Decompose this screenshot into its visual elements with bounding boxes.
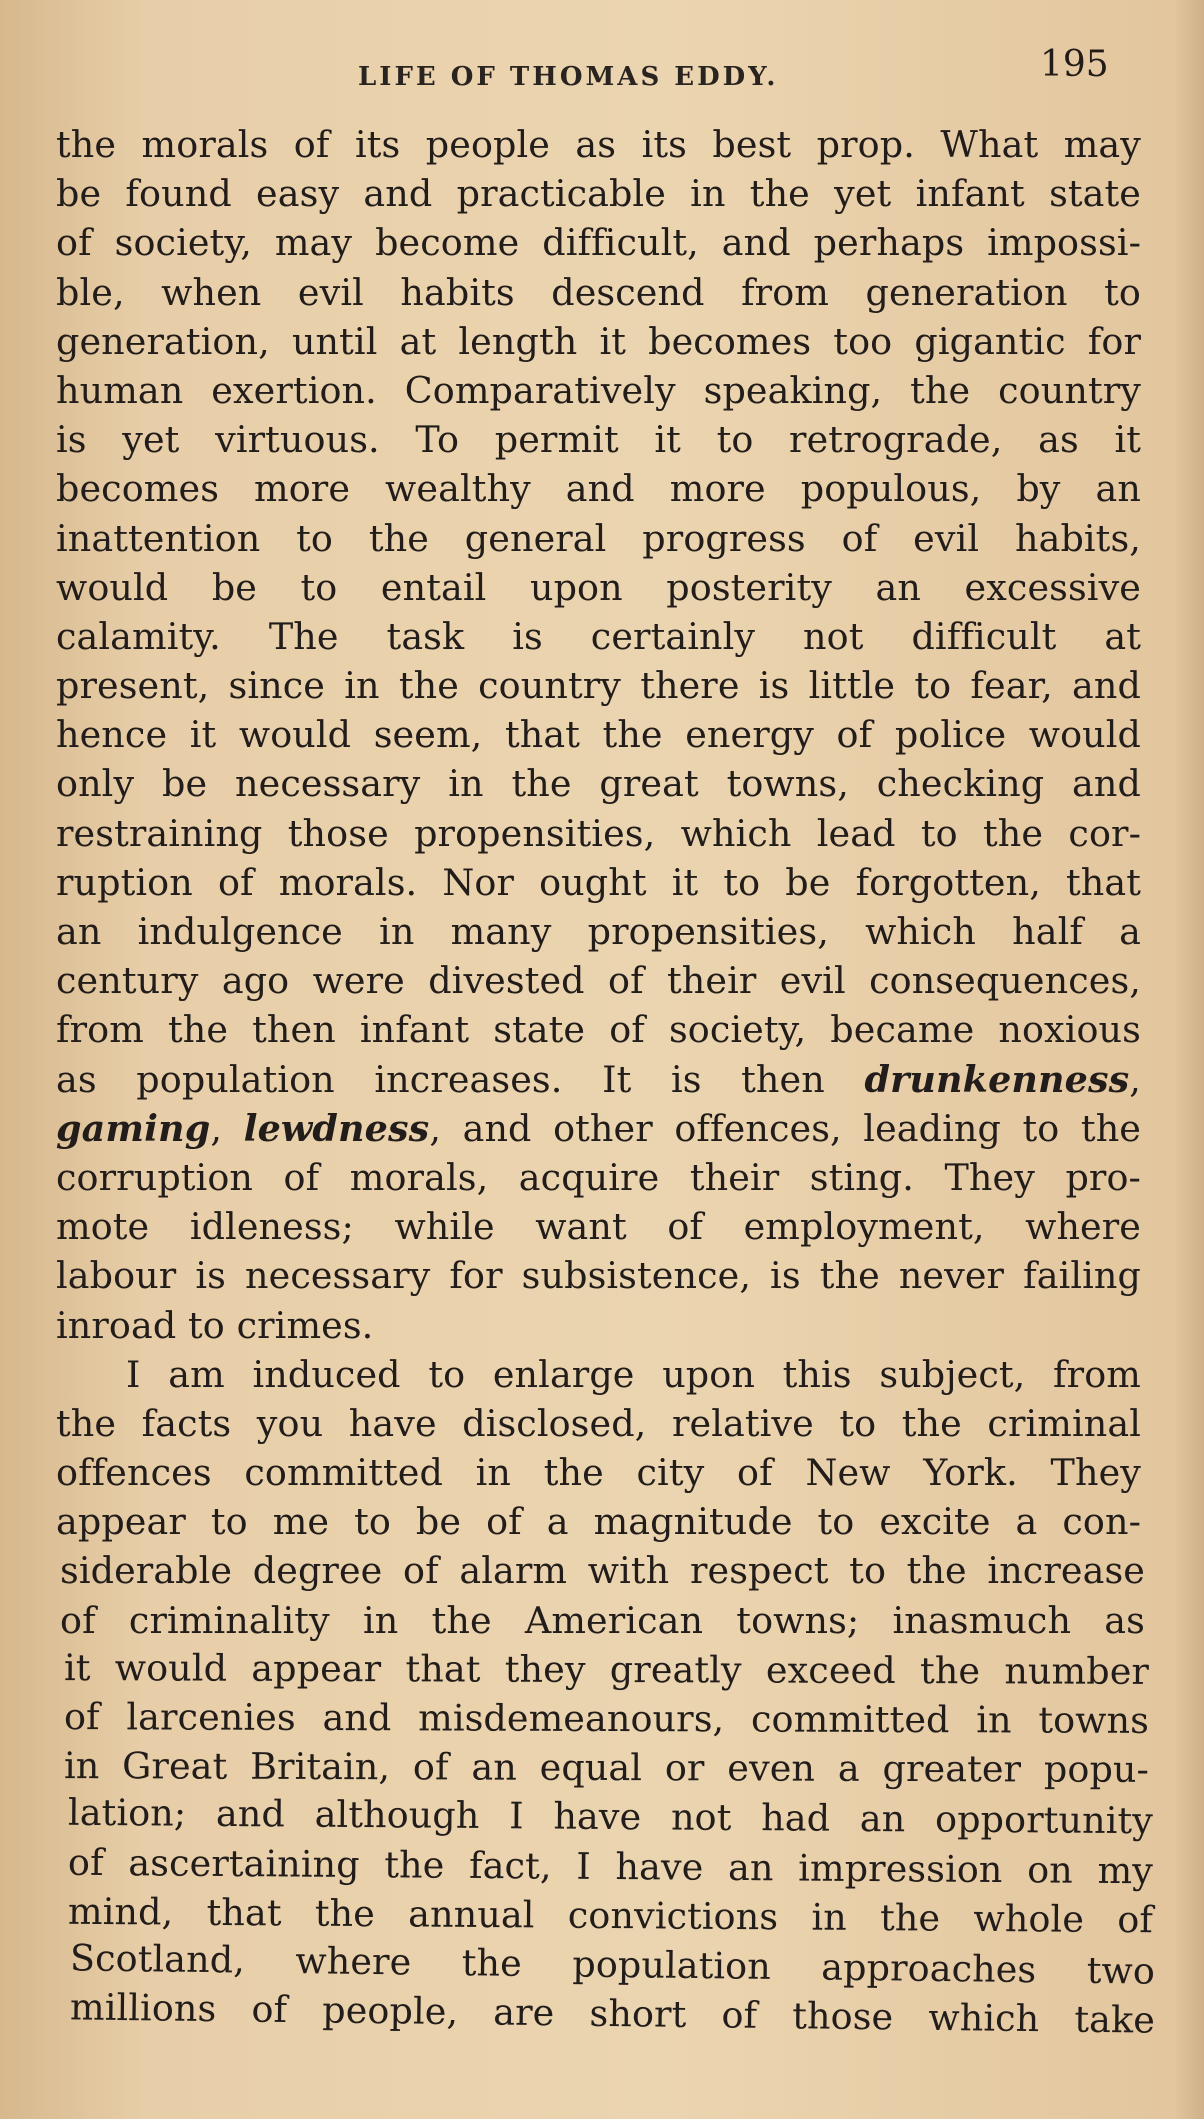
- text-line: generation, until at length it becomes too gigantic for: [56, 319, 1141, 363]
- text-line: the facts you have disclosed, relative to the criminal: [56, 1401, 1141, 1445]
- text-line: of society, may become difficult, and perhaps impossi-: [56, 221, 1141, 265]
- text-line: restraining those propensities, which lead to the cor-: [56, 811, 1141, 855]
- text-line: ble, when evil habits descend from generation to: [56, 270, 1141, 314]
- page-edge-shadow: [1174, 0, 1204, 2119]
- text-line: century ago were divested of their evil consequences,: [56, 959, 1141, 1003]
- body-text: [56, 120, 1156, 2042]
- text-line: inroad to crimes.: [56, 1303, 374, 1347]
- italic-word: drunkenness: [864, 1057, 1130, 1101]
- text-line: appear to me to be of a magnitude to excite a con-: [56, 1500, 1141, 1544]
- text-line: [56, 1104, 1141, 1153]
- text-line: millions of people, are short of those which take: [69, 1985, 1156, 2042]
- text-line: of larcenies and misdemeanours, committed in towns: [63, 1695, 1150, 1742]
- text-line: in Great Britain, of an equal or even a greater popu-: [63, 1744, 1150, 1792]
- text-line: human exertion. Comparatively speaking, the country: [56, 368, 1141, 412]
- running-head: LIFE OF THOMAS EDDY.: [358, 62, 779, 92]
- text-line: an indulgence in many propensities, which half a: [56, 910, 1141, 953]
- italic-word: gaming: [56, 1106, 211, 1150]
- text-line: lation; and although I have not had an opportunity: [67, 1791, 1154, 1843]
- text-line: ruption of morals. Nor ought it to be forgotten, that: [56, 860, 1141, 904]
- text-line: from the then infant state of society, became noxious: [56, 1008, 1141, 1052]
- text-line: the morals of its people as its best prop. What may: [56, 123, 1141, 166]
- italic-word: lewdness: [243, 1106, 430, 1150]
- text-line: is yet virtuous. To permit it to retrograde, as it: [56, 418, 1141, 462]
- text-line: mind, that the annual convictions in the whole of: [67, 1889, 1154, 1942]
- text-line: becomes more wealthy and more populous, by an: [56, 467, 1141, 511]
- text-line: mote idleness; while want of employment, where: [56, 1205, 1141, 1249]
- text-run: as population increases. It is then: [56, 1057, 865, 1101]
- text-line: offences committed in the city of New York. They: [56, 1451, 1141, 1495]
- text-line: of criminality in the American towns; inasmuch as: [60, 1598, 1145, 1642]
- text-line: calamity. The task is certainly not difficult at: [56, 614, 1141, 658]
- text-line: corruption of morals, acquire their sting. They pro-: [56, 1155, 1141, 1199]
- text-line: it would appear that they greatly exceed the number: [63, 1645, 1150, 1693]
- text-line: would be to entail upon posterity an excessive: [56, 565, 1141, 609]
- text-line: only be necessary in the great towns, checking and: [56, 762, 1141, 806]
- page-number: 195: [1040, 44, 1109, 85]
- text-run: ,: [1129, 1057, 1141, 1101]
- text-line: be found easy and practicable in the yet infant state: [56, 172, 1141, 216]
- text-line: inattention to the general progress of evil habits,: [56, 516, 1141, 560]
- text-run: , and other offences, leading to the: [429, 1106, 1141, 1150]
- text-line: Scotland, where the population approaches two: [69, 1936, 1156, 1993]
- text-run: ,: [210, 1106, 244, 1150]
- text-line: of ascertaining the fact, I have an impression on my: [67, 1840, 1154, 1892]
- text-line: siderable degree of alarm with respect to the increase: [60, 1549, 1145, 1593]
- text-line: I am induced to enlarge upon this subject, from: [126, 1352, 1141, 1396]
- text-line: labour is necessary for subsistence, is the never failing: [56, 1254, 1141, 1298]
- text-line: present, since in the country there is little to fear, and: [56, 664, 1141, 708]
- text-line: hence it would seem, that the energy of police would: [56, 713, 1141, 757]
- text-line: [56, 1055, 1141, 1104]
